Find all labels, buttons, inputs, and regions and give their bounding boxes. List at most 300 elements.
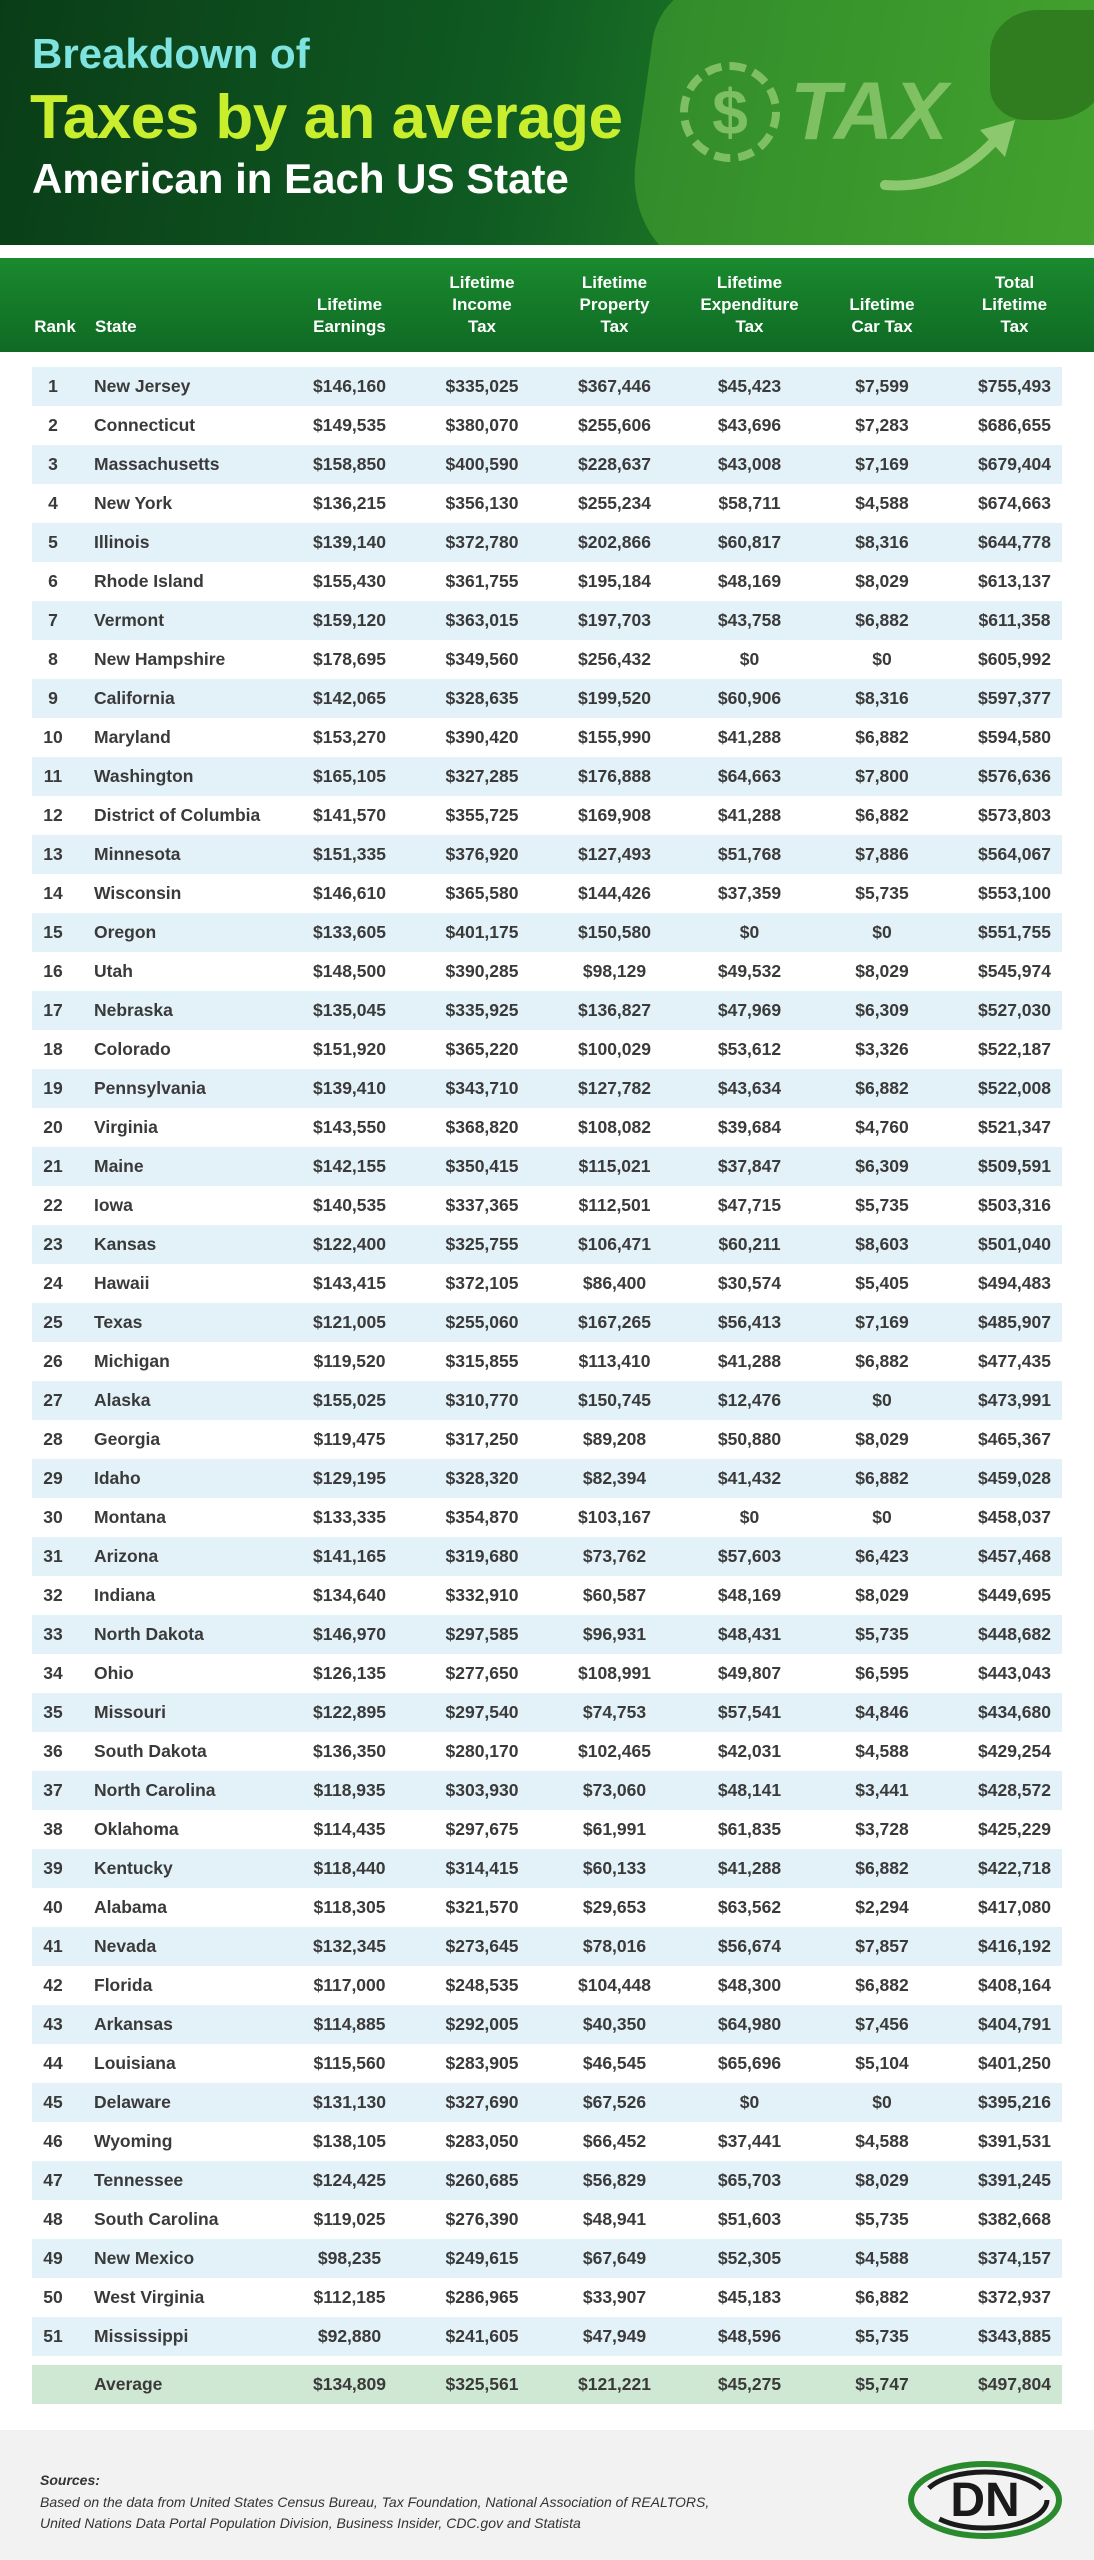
cell-earnings: $98,235 [317, 2248, 382, 2268]
cell-car-tax: $5,405 [855, 1273, 909, 1293]
cell-expenditure-tax: $30,574 [717, 1273, 782, 1293]
cell-income-tax: $303,930 [445, 1780, 519, 1800]
cell-rank: 27 [43, 1390, 63, 1410]
cell-income-tax: $327,690 [445, 2092, 519, 2112]
cell-rank: 10 [43, 727, 63, 747]
cell-car-tax: $3,326 [855, 1039, 909, 1059]
cell-earnings: $141,570 [313, 805, 386, 825]
cell-total-tax: $428,572 [978, 1780, 1051, 1800]
cell-income-tax: $372,780 [445, 532, 519, 552]
cell-property-tax: $104,448 [578, 1975, 651, 1995]
cell-expenditure-tax: $63,562 [717, 1897, 782, 1917]
cell-rank: 13 [43, 844, 63, 864]
cell-property-tax: $67,649 [582, 2248, 647, 2268]
cell-earnings: $122,895 [313, 1702, 386, 1722]
cell-car-tax: $0 [872, 922, 892, 942]
cell-total-tax: $611,358 [978, 610, 1051, 630]
cell-state: West Virginia [94, 2287, 205, 2307]
table-header [0, 258, 1094, 352]
cell-property-tax: $127,493 [578, 844, 651, 864]
header-income-tax: Lifetime Income Tax [449, 273, 515, 336]
table-row [32, 445, 1062, 484]
cell-rank: 1 [48, 376, 58, 396]
table-row [32, 718, 1062, 757]
cell-rank: 50 [43, 2287, 63, 2307]
cell-total-tax: $755,493 [978, 376, 1051, 396]
cell-total-tax: $449,695 [978, 1585, 1051, 1605]
cell-car-tax: $6,882 [855, 1468, 909, 1488]
cell-earnings: $134,640 [313, 1585, 386, 1605]
cell-property-tax: $202,866 [578, 532, 651, 552]
table-row [32, 679, 1062, 718]
cell-total-tax: $391,245 [978, 2170, 1051, 2190]
cell-rank: 49 [43, 2248, 63, 2268]
table-row [32, 1108, 1062, 1147]
cell-state: Virginia [94, 1117, 158, 1137]
cell-car-tax: $5,735 [855, 1195, 909, 1215]
header-expenditure-tax: Lifetime Expenditure Tax [700, 273, 799, 336]
cell-earnings: $133,605 [313, 922, 386, 942]
cell-income-tax: $321,570 [445, 1897, 519, 1917]
cell-expenditure-tax: $60,817 [717, 532, 782, 552]
cell-total-tax: $434,680 [978, 1702, 1051, 1722]
dn-logo-icon [905, 2458, 1065, 2542]
cell-income-tax: $354,870 [445, 1507, 519, 1527]
cell-income-tax: $286,965 [445, 2287, 519, 2307]
cell-income-tax: $319,680 [445, 1546, 519, 1566]
cell-expenditure-tax: $61,835 [717, 1819, 782, 1839]
table-row [32, 1264, 1062, 1303]
cell-expenditure-tax: $42,031 [717, 1741, 782, 1761]
cell-earnings: $118,305 [313, 1897, 386, 1917]
table-row [32, 1927, 1062, 1966]
cell-income-tax: $401,175 [445, 922, 519, 942]
cell-total-tax: $644,778 [978, 532, 1051, 552]
cell-earnings: $119,025 [313, 2209, 386, 2229]
cell-expenditure-tax: $48,300 [717, 1975, 782, 1995]
cell-earnings: $155,025 [313, 1390, 386, 1410]
cell-expenditure-tax: $41,432 [717, 1468, 782, 1488]
cell-earnings: $142,065 [313, 688, 386, 708]
cell-property-tax: $167,265 [578, 1312, 651, 1332]
cell-expenditure-tax: $37,847 [717, 1156, 782, 1176]
cell-car-tax: $4,588 [855, 1741, 909, 1761]
cell-total-tax: $522,008 [978, 1078, 1051, 1098]
average-property-tax: $121,221 [578, 2374, 651, 2394]
table-row [32, 562, 1062, 601]
table-row [32, 1303, 1062, 1342]
average-row [32, 2365, 1062, 2404]
cell-expenditure-tax: $37,359 [717, 883, 782, 903]
table-row [32, 2200, 1062, 2239]
cell-car-tax: $6,882 [855, 1858, 909, 1878]
cell-property-tax: $73,762 [582, 1546, 647, 1566]
cell-expenditure-tax: $58,711 [718, 493, 781, 513]
table-row [32, 2122, 1062, 2161]
cell-car-tax: $7,886 [855, 844, 909, 864]
cell-state: Delaware [94, 2092, 171, 2112]
cell-state: Michigan [94, 1351, 170, 1371]
cell-expenditure-tax: $41,288 [717, 1351, 782, 1371]
cell-state: California [94, 688, 175, 708]
cell-state: Texas [94, 1312, 143, 1332]
cell-expenditure-tax: $48,431 [717, 1624, 782, 1644]
header-state: State [95, 317, 137, 336]
cell-car-tax: $5,104 [855, 2053, 909, 2073]
cell-property-tax: $74,753 [582, 1702, 647, 1722]
cell-total-tax: $343,885 [978, 2326, 1051, 2346]
cell-rank: 48 [43, 2209, 63, 2229]
cell-car-tax: $8,316 [855, 532, 909, 552]
cell-car-tax: $8,029 [855, 2170, 909, 2190]
cell-property-tax: $255,606 [578, 415, 651, 435]
cell-total-tax: $573,803 [978, 805, 1051, 825]
cell-earnings: $119,520 [313, 1351, 386, 1371]
cell-state: Minnesota [94, 844, 181, 864]
cell-property-tax: $29,653 [582, 1897, 647, 1917]
cell-state: Maryland [94, 727, 171, 747]
cell-earnings: $136,215 [313, 493, 386, 513]
cell-car-tax: $6,309 [855, 1156, 909, 1176]
table-row [32, 1966, 1062, 2005]
coin-symbol: $ [712, 76, 748, 148]
cell-state: New Jersey [94, 376, 191, 396]
cell-state: Maine [94, 1156, 144, 1176]
cell-income-tax: $390,420 [445, 727, 519, 747]
cell-income-tax: $276,390 [445, 2209, 519, 2229]
cell-state: North Carolina [94, 1780, 216, 1800]
cell-car-tax: $5,735 [855, 2326, 909, 2346]
cell-rank: 32 [43, 1585, 63, 1605]
cell-income-tax: $297,585 [445, 1624, 519, 1644]
cell-earnings: $153,270 [313, 727, 386, 747]
cell-car-tax: $7,283 [855, 415, 909, 435]
cell-earnings: $119,475 [313, 1429, 386, 1449]
cell-expenditure-tax: $57,603 [717, 1546, 782, 1566]
cell-income-tax: $332,910 [445, 1585, 519, 1605]
cell-rank: 22 [43, 1195, 63, 1215]
cell-income-tax: $400,590 [445, 454, 519, 474]
cell-property-tax: $115,021 [578, 1156, 651, 1176]
cell-earnings: $139,410 [313, 1078, 386, 1098]
cell-total-tax: $382,668 [978, 2209, 1051, 2229]
cell-expenditure-tax: $43,008 [717, 454, 782, 474]
cell-car-tax: $0 [872, 2092, 892, 2112]
cell-rank: 9 [48, 688, 58, 708]
cell-state: Florida [94, 1975, 153, 1995]
cell-income-tax: $317,250 [445, 1429, 519, 1449]
cell-state: Oklahoma [94, 1819, 179, 1839]
cell-earnings: $129,195 [313, 1468, 386, 1488]
cell-income-tax: $292,005 [445, 2014, 519, 2034]
cell-rank: 40 [43, 1897, 63, 1917]
cell-car-tax: $6,882 [855, 610, 909, 630]
cell-total-tax: $605,992 [978, 649, 1051, 669]
table-row [32, 1576, 1062, 1615]
cell-income-tax: $297,675 [445, 1819, 519, 1839]
cell-expenditure-tax: $65,696 [717, 2053, 782, 2073]
cell-rank: 44 [43, 2053, 63, 2073]
header-rank: Rank [34, 317, 76, 336]
cell-total-tax: $576,636 [978, 766, 1051, 786]
cell-expenditure-tax: $53,612 [717, 1039, 782, 1059]
cell-state: Washington [94, 766, 194, 786]
cell-rank: 46 [43, 2131, 63, 2151]
logo-text: DN [950, 2474, 1020, 2527]
cell-car-tax: $8,029 [855, 571, 909, 591]
cell-property-tax: $86,400 [582, 1273, 647, 1293]
cell-state: Nebraska [94, 1000, 173, 1020]
table-row [32, 796, 1062, 835]
cell-car-tax: $8,029 [855, 1585, 909, 1605]
cell-rank: 2 [48, 415, 58, 435]
cell-state: Idaho [94, 1468, 141, 1488]
cell-rank: 14 [43, 883, 63, 903]
cell-income-tax: $365,220 [445, 1039, 519, 1059]
cell-total-tax: $422,718 [978, 1858, 1051, 1878]
cell-earnings: $121,005 [313, 1312, 386, 1332]
cell-car-tax: $7,169 [855, 1312, 909, 1332]
cell-state: Georgia [94, 1429, 161, 1449]
cell-income-tax: $343,710 [445, 1078, 519, 1098]
cell-property-tax: $61,991 [582, 1819, 647, 1839]
cell-earnings: $158,850 [313, 454, 386, 474]
cell-state: Alabama [94, 1897, 167, 1917]
cell-car-tax: $7,599 [855, 376, 909, 396]
cell-expenditure-tax: $0 [739, 2092, 760, 2112]
cell-car-tax: $6,882 [855, 2287, 909, 2307]
cell-property-tax: $108,991 [578, 1663, 651, 1683]
cell-expenditure-tax: $47,715 [717, 1195, 782, 1215]
table-row [32, 1888, 1062, 1927]
cell-property-tax: $176,888 [578, 766, 651, 786]
cell-earnings: $92,880 [317, 2326, 382, 2346]
cell-state: New York [94, 493, 173, 513]
cell-earnings: $159,120 [313, 610, 386, 630]
sources-label: Sources: [40, 2472, 100, 2488]
cell-property-tax: $199,520 [578, 688, 651, 708]
cell-expenditure-tax: $51,603 [717, 2209, 782, 2229]
cell-total-tax: $416,192 [978, 1936, 1051, 1956]
cell-income-tax: $380,070 [445, 415, 519, 435]
cell-car-tax: $6,595 [855, 1663, 909, 1683]
cell-rank: 15 [43, 922, 63, 942]
cell-income-tax: $335,025 [445, 376, 519, 396]
cell-earnings: $131,130 [313, 2092, 386, 2112]
cell-income-tax: $325,755 [445, 1234, 519, 1254]
header-banner [0, 0, 1094, 245]
cell-rank: 30 [43, 1507, 63, 1527]
table-row [32, 1186, 1062, 1225]
cell-car-tax: $6,309 [855, 1000, 909, 1020]
cell-property-tax: $103,167 [578, 1507, 651, 1527]
us-map-shape-northeast [990, 10, 1094, 120]
cell-car-tax: $4,760 [855, 1117, 909, 1137]
cell-earnings: $143,550 [313, 1117, 386, 1137]
cell-property-tax: $106,471 [578, 1234, 651, 1254]
cell-state: Illinois [94, 532, 150, 552]
cell-total-tax: $473,991 [978, 1390, 1051, 1410]
table-row [32, 1381, 1062, 1420]
cell-property-tax: $102,465 [578, 1741, 651, 1761]
cell-property-tax: $108,082 [578, 1117, 651, 1137]
cell-rank: 38 [43, 1819, 63, 1839]
cell-earnings: $155,430 [313, 571, 386, 591]
table-row [32, 1732, 1062, 1771]
cell-rank: 28 [43, 1429, 63, 1449]
cell-total-tax: $404,791 [978, 2014, 1051, 2034]
cell-state: Iowa [94, 1195, 133, 1215]
table-row [32, 991, 1062, 1030]
cell-state: Massachusetts [94, 454, 220, 474]
cell-property-tax: $66,452 [582, 2131, 647, 2151]
cell-total-tax: $494,483 [978, 1273, 1051, 1293]
cell-car-tax: $6,882 [855, 1351, 909, 1371]
title-line-2: Taxes by an average [30, 83, 623, 152]
cell-rank: 8 [48, 649, 58, 669]
cell-earnings: $126,135 [313, 1663, 386, 1683]
table-row [32, 1498, 1062, 1537]
cell-rank: 6 [48, 571, 58, 591]
cell-expenditure-tax: $57,541 [717, 1702, 782, 1722]
cell-state: Indiana [94, 1585, 156, 1605]
cell-state: Pennsylvania [94, 1078, 206, 1098]
dollar-coin-icon [680, 62, 780, 162]
cell-earnings: $133,335 [313, 1507, 386, 1527]
cell-expenditure-tax: $65,703 [717, 2170, 782, 2190]
cell-income-tax: $328,635 [445, 688, 519, 708]
cell-expenditure-tax: $0 [739, 922, 760, 942]
table-row [32, 1225, 1062, 1264]
cell-car-tax: $8,603 [855, 1234, 909, 1254]
cell-expenditure-tax: $45,183 [717, 2287, 782, 2307]
cell-earnings: $136,350 [313, 1741, 386, 1761]
cell-earnings: $114,885 [313, 2014, 386, 2034]
cell-rank: 24 [43, 1273, 63, 1293]
cell-property-tax: $228,637 [578, 454, 651, 474]
cell-property-tax: $127,782 [578, 1078, 651, 1098]
tax-word: TAX [790, 66, 948, 157]
cell-expenditure-tax: $52,305 [717, 2248, 782, 2268]
cell-total-tax: $395,216 [978, 2092, 1051, 2112]
cell-total-tax: $417,080 [978, 1897, 1051, 1917]
table-body [32, 367, 1062, 2356]
cell-income-tax: $327,285 [445, 766, 519, 786]
average-total-tax: $497,804 [978, 2374, 1051, 2394]
cell-total-tax: $448,682 [978, 1624, 1051, 1644]
cell-total-tax: $679,404 [978, 454, 1051, 474]
cell-state: Arkansas [94, 2014, 173, 2034]
cell-state: Missouri [94, 1702, 166, 1722]
cell-state: Colorado [94, 1039, 171, 1059]
cell-rank: 4 [48, 493, 58, 513]
cell-car-tax: $6,882 [855, 727, 909, 747]
header-car-tax: Lifetime Car Tax [849, 295, 915, 336]
cell-car-tax: $7,800 [855, 766, 909, 786]
cell-income-tax: $376,920 [445, 844, 519, 864]
cell-state: Kansas [94, 1234, 157, 1254]
cell-income-tax: $310,770 [445, 1390, 519, 1410]
cell-rank: 42 [43, 1975, 63, 1995]
cell-earnings: $148,500 [313, 961, 386, 981]
cell-income-tax: $361,755 [445, 571, 519, 591]
cell-expenditure-tax: $45,423 [717, 376, 782, 396]
cell-expenditure-tax: $41,288 [717, 1858, 782, 1878]
cell-state: Montana [94, 1507, 166, 1527]
table-row [32, 874, 1062, 913]
title-line-3: American in Each US State [32, 155, 569, 202]
cell-property-tax: $60,587 [582, 1585, 647, 1605]
cell-car-tax: $6,423 [855, 1546, 909, 1566]
footer [0, 2430, 1094, 2560]
table-row [32, 2317, 1062, 2356]
cell-rank: 25 [43, 1312, 63, 1332]
cell-state: Tennessee [94, 2170, 184, 2190]
cell-total-tax: $501,040 [978, 1234, 1051, 1254]
cell-property-tax: $33,907 [582, 2287, 647, 2307]
cell-expenditure-tax: $64,663 [717, 766, 782, 786]
cell-income-tax: $335,925 [445, 1000, 519, 1020]
table-row [32, 2239, 1062, 2278]
cell-total-tax: $465,367 [978, 1429, 1051, 1449]
cell-rank: 26 [43, 1351, 63, 1371]
table-row [32, 484, 1062, 523]
table-row [32, 2044, 1062, 2083]
cell-rank: 5 [48, 532, 58, 552]
cell-total-tax: $522,187 [978, 1039, 1051, 1059]
cell-property-tax: $47,949 [582, 2326, 647, 2346]
table-row [32, 1342, 1062, 1381]
cell-income-tax: $249,615 [445, 2248, 519, 2268]
cell-income-tax: $328,320 [445, 1468, 519, 1488]
cell-car-tax: $8,029 [855, 961, 909, 981]
average-car-tax: $5,747 [855, 2374, 909, 2394]
cell-earnings: $165,105 [313, 766, 386, 786]
sources-line-1: Based on the data from United States Census Bureau, Tax Foundation, National Association of REALTORS, [40, 2494, 710, 2510]
cell-expenditure-tax: $48,169 [717, 571, 782, 591]
cell-property-tax: $82,394 [582, 1468, 647, 1488]
cell-total-tax: $485,907 [978, 1312, 1051, 1332]
cell-car-tax: $4,846 [855, 1702, 909, 1722]
cell-car-tax: $7,169 [855, 454, 909, 474]
cell-expenditure-tax: $43,758 [717, 610, 782, 630]
cell-total-tax: $551,755 [978, 922, 1051, 942]
cell-income-tax: $368,820 [445, 1117, 519, 1137]
cell-state: North Dakota [94, 1624, 204, 1644]
cell-rank: 3 [48, 454, 58, 474]
cell-income-tax: $280,170 [445, 1741, 519, 1761]
cell-car-tax: $4,588 [855, 2131, 909, 2151]
cell-total-tax: $613,137 [978, 571, 1051, 591]
cell-income-tax: $349,560 [445, 649, 519, 669]
cell-property-tax: $255,234 [578, 493, 651, 513]
cell-expenditure-tax: $41,288 [717, 805, 782, 825]
table-row [32, 952, 1062, 991]
cell-rank: 36 [43, 1741, 63, 1761]
cell-rank: 35 [43, 1702, 63, 1722]
cell-earnings: $149,535 [313, 415, 386, 435]
cell-rank: 12 [43, 805, 63, 825]
cell-total-tax: $545,974 [978, 961, 1051, 981]
cell-earnings: $151,920 [313, 1039, 386, 1059]
cell-expenditure-tax: $48,169 [717, 1585, 782, 1605]
cell-income-tax: $260,685 [445, 2170, 519, 2190]
table-row [32, 1537, 1062, 1576]
cell-state: New Mexico [94, 2248, 195, 2268]
cell-state: South Carolina [94, 2209, 219, 2229]
cell-income-tax: $273,645 [445, 1936, 519, 1956]
cell-car-tax: $8,029 [855, 1429, 909, 1449]
